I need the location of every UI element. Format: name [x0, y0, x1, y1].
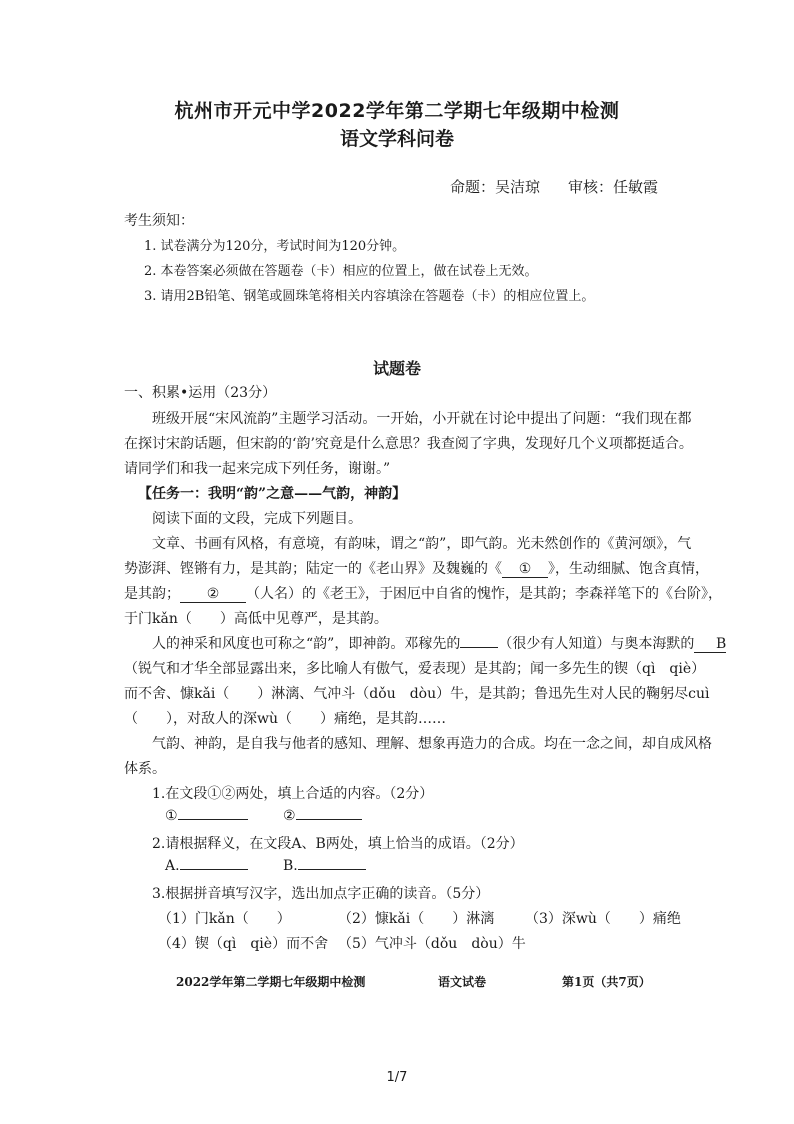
part-heading: 一、积累•运用（23分）	[124, 385, 277, 401]
passage-line: （ ），对敌人的深wù（ ）痛绝，是其韵……	[124, 711, 446, 727]
reviewer-name: 审核：任敏霞	[568, 178, 659, 196]
sub-item: （3）深wù（ ）痛绝	[525, 911, 681, 927]
answer-line-2[interactable]	[283, 808, 362, 824]
page-indicator: 1/7	[386, 1070, 408, 1085]
answer-blank[interactable]	[178, 819, 248, 820]
exam-subtitle: 语文学科问卷	[339, 128, 454, 150]
question-2: 2.请根据释义，在文段A、B两处，填上恰当的成语。（2分）	[152, 836, 524, 852]
passage-line: 气韵、神韵，是自我与他者的感知、理解、想象再造力的合成。均在一念之间，却自成风格	[152, 736, 712, 752]
passage-line	[124, 583, 722, 603]
passage-text: 是其韵；	[124, 586, 180, 602]
exam-title: 杭州市开元中学2022学年第二学期七年级期中检测	[174, 100, 620, 122]
section-title: 试题卷	[372, 359, 421, 378]
footer-exam-name: 2022学年第二学期七年级期中检测	[176, 975, 366, 989]
notice-item: 1. 试卷满分为120分，考试时间为120分钟。	[144, 239, 406, 254]
footer-page: 第1页（共7页）	[562, 975, 651, 989]
passage-line: （锐气和才华全部显露出来，多比喻人有傲气，爱表现）是其韵；闻一多先生的锲（qì qiè）	[124, 661, 706, 677]
author-line	[450, 176, 686, 197]
notice-heading: 考生须知：	[124, 213, 194, 229]
answer-blank[interactable]	[296, 819, 362, 820]
passage-line	[152, 633, 726, 653]
sub-item: （1）门kǎn（ ）	[158, 911, 291, 927]
intro-line: 在探讨宋韵话题，但宋韵的‘韵’究竟是什么意思？我查阅了字典，发现好几个义项都挺适合。	[124, 436, 693, 452]
answer-blank[interactable]	[180, 869, 248, 870]
answer-label: ①	[165, 808, 178, 824]
notice-item: 3. 请用2B铅笔、钢笔或圆珠笔将相关内容填涂在答题卷（卡）的相应位置上。	[144, 289, 595, 304]
intro-line: 请同学们和我一起来完成下列任务，谢谢。”	[124, 461, 391, 477]
task-heading: 【任务一：我明“韵”之意——气韵，神韵】	[138, 486, 407, 502]
passage-text: 人的神采和风度也可称之“韵”，即神韵。邓稼先的	[152, 636, 461, 652]
blank-2: ②	[180, 586, 246, 603]
blank-a	[460, 647, 498, 648]
passage-text: （很少有人知道）与奥本海默的	[498, 636, 695, 652]
notice-item: 2. 本卷答案必须做在答题卷（卡）相应的位置上，做在试卷上无效。	[144, 264, 538, 279]
footer-subject: 语文试卷	[438, 975, 487, 989]
answer-line-b[interactable]	[283, 858, 366, 874]
blank-1: ①	[502, 561, 548, 578]
passage-line: 于门kǎn（ ）高低中见尊严，是其韵。	[124, 611, 388, 627]
passage-text: 》，生动细腻、饱含真情，	[548, 561, 709, 577]
sub-item: （5）气冲斗（dǒu dòu）牛	[338, 936, 526, 952]
answer-label: ②	[283, 808, 296, 824]
answer-label: B.	[283, 858, 298, 874]
intro-line: 班级开展“宋风流韵”主题学习活动。一开始，小开就在讨论中提出了问题：“我们现在都	[152, 411, 692, 427]
question-1: 1.在文段①②两处，填上合适的内容。（2分）	[152, 786, 434, 802]
passage-line: 体系。	[124, 761, 166, 777]
answer-label: A.	[165, 858, 180, 874]
passage-text: 势澎湃、铿锵有力，是其韵；陆定一的《老山界》及魏巍的《	[124, 561, 502, 577]
passage-line: 文章、书画有风格，有意境，有韵味，谓之“韵”，即气韵。光未然创作的《黄河颂》，气	[152, 536, 692, 552]
passage-line	[124, 558, 709, 578]
passage-text: （人名）的《老王》，于困厄中自省的愧怍，是其韵；李森祥笔下的《台阶》，	[246, 586, 722, 602]
sub-item: （4）锲（qì qiè）而不舍	[158, 936, 329, 952]
blank-b: B	[694, 636, 726, 653]
sub-item: （2）慷kǎi（ ）淋漓	[338, 911, 495, 927]
question-3: 3.根据拼音填写汉字，选出加点字正确的读音。（5分）	[152, 886, 490, 902]
answer-blank[interactable]	[298, 869, 366, 870]
passage-line: 而不舍、慷kǎi（ ）淋漓、气冲斗（dǒu dòu）牛，是其韵；鲁迅先生对人民的鞠躬尽cuì	[124, 686, 710, 702]
instruction-text: 阅读下面的文段，完成下列题目。	[152, 511, 362, 527]
answer-line-1[interactable]	[165, 808, 248, 824]
answer-line-a[interactable]	[165, 858, 248, 874]
author-name: 命题：吴洁琼	[450, 178, 541, 196]
